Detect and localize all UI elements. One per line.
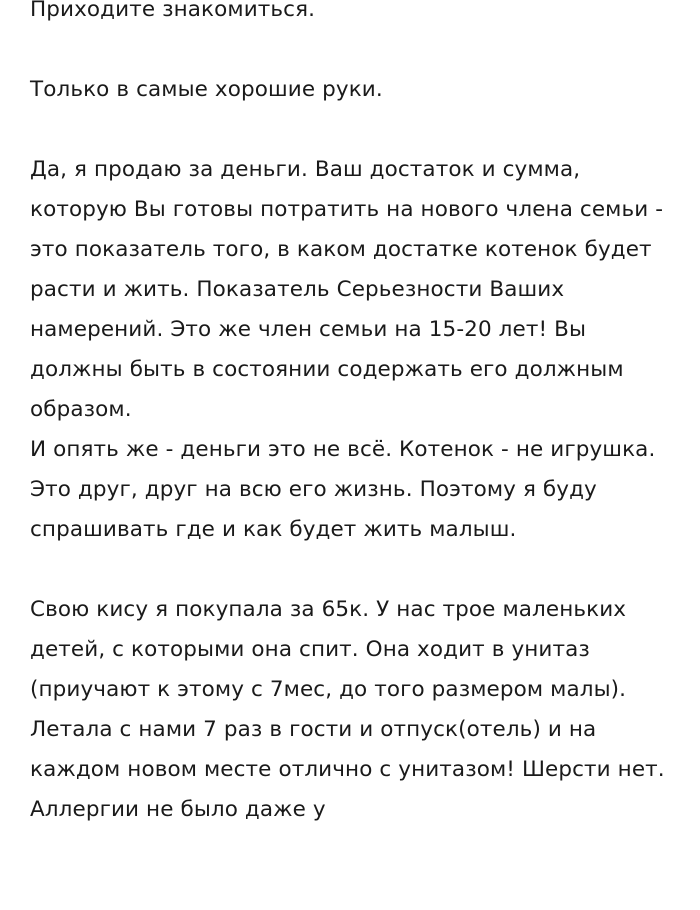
paragraph-good-hands: Только в самые хорошие руки. <box>30 77 383 102</box>
paragraph-spacer <box>30 550 675 590</box>
paragraph-not-a-toy: И опять же - деньги это не всё. Котенок - не игрушка. Это друг, друг на всю его жизнь. Поэтому я буду спрашивать где и как будет жить малыш. <box>30 437 656 542</box>
paragraph-own-cat: Свою кису я покупала за 65к. У нас трое маленьких детей, с которыми она спит. Она ходит в унитаз (приучают к этому с 7мес, до того размером малы). Летала с нами 7 раз в гости и отпуск(отель) и на каждом новом месте отлично с унитазом! Шерсти нет. Аллергии не было даже у <box>30 597 665 822</box>
document-text-body <box>30 0 675 830</box>
paragraph-come-meet: Приходите знакомиться. <box>30 0 316 22</box>
paragraph-spacer <box>30 30 675 70</box>
paragraph-money-explanation: Да, я продаю за деньги. Ваш достаток и сумма, которую Вы готовы потратить на нового члена семьи - это показатель того, в каком достатке котенок будет расти и жить. Показатель Серьезности Ваших намерений. Это же член семьи на 15-20 лет! Вы должны быть в состоянии содержать его должным образом. <box>30 157 664 422</box>
paragraph-spacer <box>30 110 675 150</box>
